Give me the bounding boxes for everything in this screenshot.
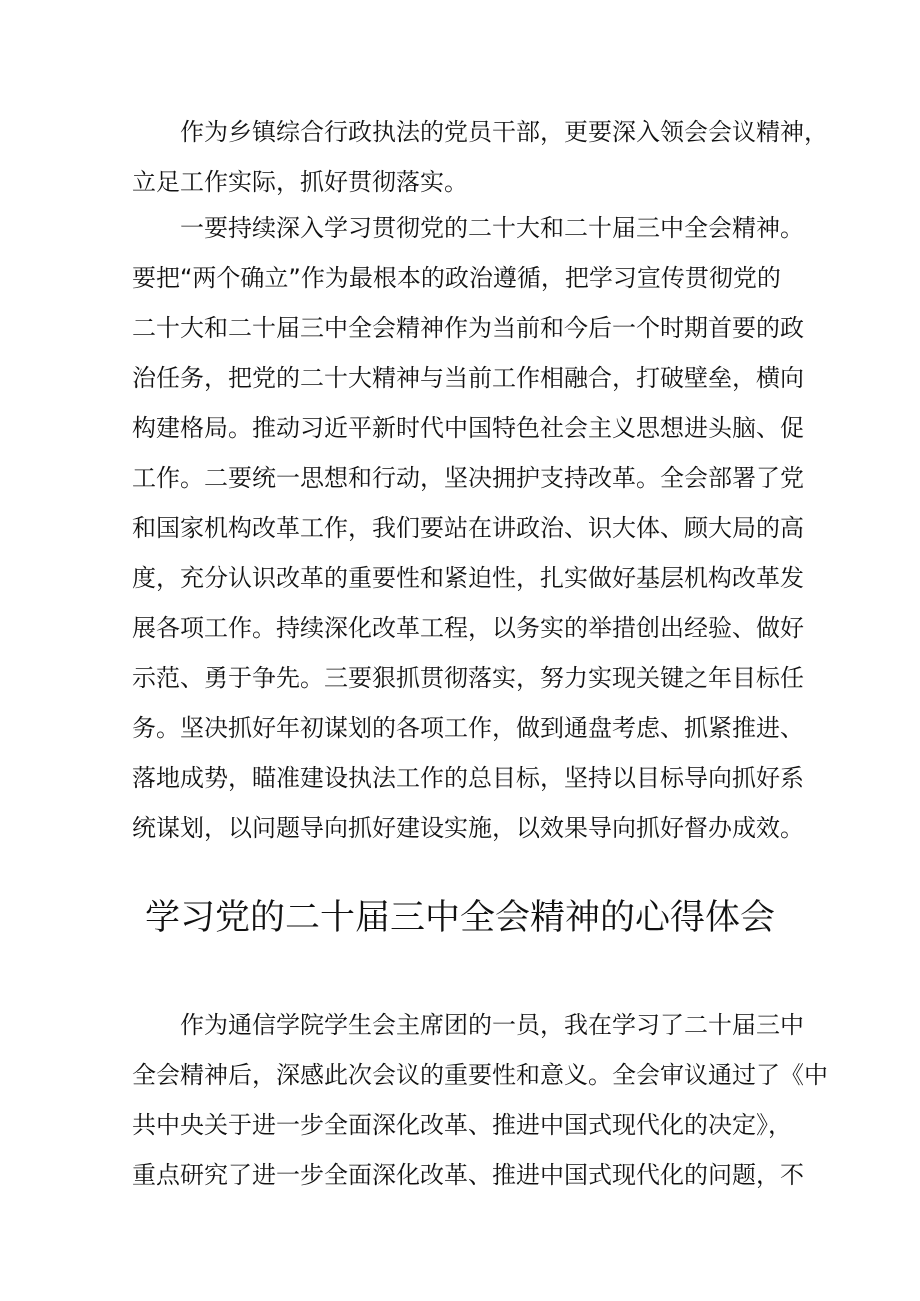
paragraph-line: 二十大和二十届三中全会精神作为当前和今后一个时期首要的政 (132, 314, 804, 342)
paragraph-2 (132, 203, 804, 853)
paragraph-line: 作为通信学院学生会主席团的一员，我在学习了二十届三中 (180, 1011, 804, 1039)
paragraph-line: 务。坚决抓好年初谋划的各项工作，做到通盘考虑、抓紧推进、 (132, 714, 804, 742)
paragraph-line: 落地成势，瞄准建设执法工作的总目标，坚持以目标导向抓好系 (132, 764, 804, 792)
paragraph-line: 共中央关于进一步全面深化改革、推进中国式现代化的决定》， (132, 1111, 792, 1139)
paragraph-line: 构建格局。推动习近平新时代中国特色社会主义思想进头脑、促 (132, 414, 804, 442)
paragraph-line: 全会精神后，深感此次会议的重要性和意义。全会审议通过了《中 (132, 1061, 828, 1089)
paragraph-3 (132, 1000, 828, 1200)
paragraph-line: 展各项工作。持续深化改革工程，以务实的举措创出经验、做好 (132, 614, 804, 642)
paragraph-line: 工作。二要统一思想和行动，坚决拥护支持改革。全会部署了党 (132, 464, 804, 492)
paragraph-line: 治任务，把党的二十大精神与当前工作相融合，打破壁垒，横向 (132, 364, 804, 392)
section-title: 学习党的二十届三中全会精神的心得体会 (144, 898, 775, 938)
paragraph-line: 统谋划，以问题导向抓好建设实施，以效果导向抓好督办成效。 (132, 814, 804, 842)
paragraph-line: 要把“两个确立”作为最根本的政治遵循，把学习宣传贯彻党的 (132, 264, 781, 292)
paragraph-line: 示范、勇于争先。三要狠抓贯彻落实，努力实现关键之年目标任 (132, 664, 804, 692)
paragraph-line: 作为乡镇综合行政执法的党员干部，更要深入领会会议精神， (180, 118, 828, 146)
paragraph-line: 立足工作实际，抓好贯彻落实。 (132, 168, 468, 196)
paragraph-line: 重点研究了进一步全面深化改革、推进中国式现代化的问题，不 (132, 1161, 804, 1189)
paragraph-line: 一要持续深入学习贯彻党的二十大和二十届三中全会精神。 (180, 214, 804, 242)
paragraph-line: 度，充分认识改革的重要性和紧迫性，扎实做好基层机构改革发 (132, 564, 804, 592)
paragraph-1 (132, 107, 828, 207)
paragraph-line: 和国家机构改革工作，我们要站在讲政治、识大体、顾大局的高 (132, 514, 804, 542)
